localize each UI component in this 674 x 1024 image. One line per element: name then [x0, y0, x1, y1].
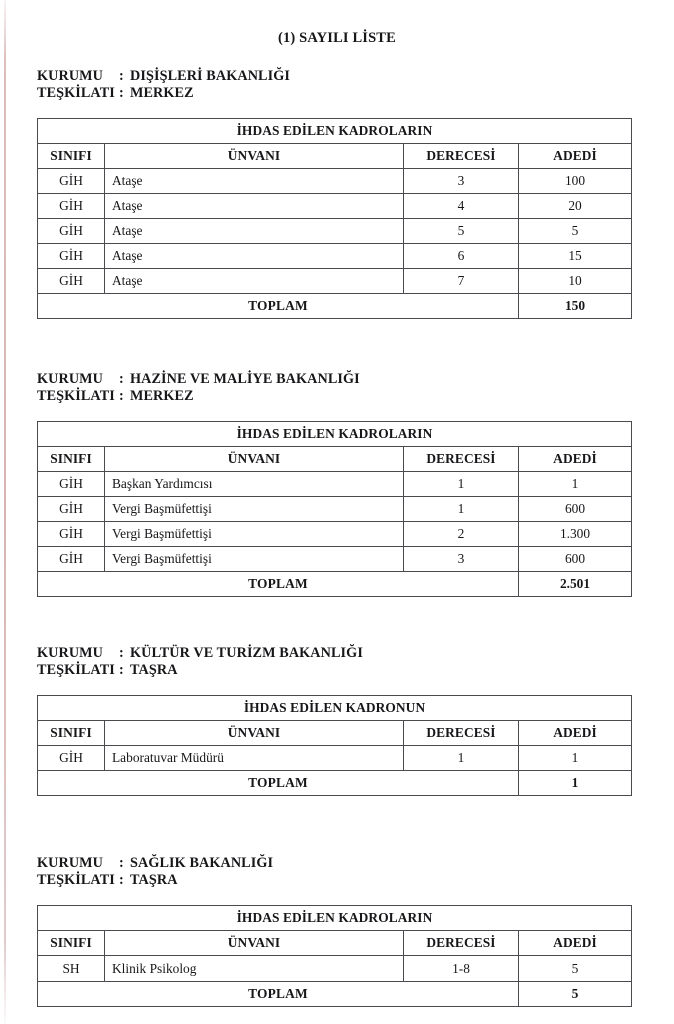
column-header-derecesi: DERECESİ: [404, 144, 519, 169]
table-total-row: [38, 572, 632, 597]
teskilati-value: MERKEZ: [130, 388, 194, 404]
cell-sinifi: GİH: [38, 522, 105, 547]
column-header-unvani: ÜNVANI: [105, 721, 404, 746]
table-row: [38, 194, 632, 219]
kurumu-row: [37, 68, 631, 85]
table-title: İHDAS EDİLEN KADROLARIN: [38, 119, 632, 144]
institution-header: [37, 68, 631, 102]
teskilati-label: TEŞKİLATI: [37, 872, 115, 888]
kurumu-label: KURUMU: [37, 371, 104, 387]
table-row: [38, 956, 632, 982]
kurumu-label: KURUMU: [37, 645, 104, 661]
kurumu-colon: :: [119, 68, 124, 84]
kurumu-value: DIŞİŞLERİ BAKANLIĞI: [130, 68, 290, 84]
section-kultur-turizm: [37, 645, 631, 796]
cell-derecesi: 4: [404, 194, 519, 219]
cell-sinifi: GİH: [38, 219, 105, 244]
kadro-table: [37, 118, 632, 319]
cell-adedi: 10: [519, 269, 632, 294]
table-total-row: [38, 294, 632, 319]
cell-adedi: 600: [519, 497, 632, 522]
cell-sinifi: GİH: [38, 547, 105, 572]
kurumu-label: KURUMU: [37, 68, 104, 84]
cell-derecesi: 7: [404, 269, 519, 294]
table-row: [38, 244, 632, 269]
kurumu-value: KÜLTÜR VE TURİZM BAKANLIĞI: [130, 645, 363, 661]
cell-unvani: Ataşe: [105, 194, 404, 219]
kurumu-colon: :: [119, 371, 124, 387]
teskilati-label: TEŞKİLATI: [37, 85, 115, 101]
teskilati-colon: :: [119, 662, 124, 678]
teskilati-colon: :: [119, 85, 124, 101]
kurumu-row: [37, 645, 631, 662]
table-row: [38, 547, 632, 572]
cell-unvani: Vergi Başmüfettişi: [105, 547, 404, 572]
cell-unvani: Ataşe: [105, 244, 404, 269]
cell-sinifi: GİH: [38, 169, 105, 194]
table-header-row: [38, 144, 632, 169]
table-total-row: [38, 982, 632, 1007]
cell-sinifi: GİH: [38, 244, 105, 269]
toplam-label: TOPLAM: [38, 982, 519, 1007]
table-row: [38, 169, 632, 194]
cell-derecesi: 6: [404, 244, 519, 269]
cell-sinifi: GİH: [38, 269, 105, 294]
table-title-row: [38, 696, 632, 721]
teskilati-value: TAŞRA: [130, 872, 178, 888]
kurumu-label: KURUMU: [37, 855, 104, 871]
cell-unvani: Laboratuvar Müdürü: [105, 746, 404, 771]
column-header-derecesi: DERECESİ: [404, 721, 519, 746]
kurumu-value: HAZİNE VE MALİYE BAKANLIĞI: [130, 371, 360, 387]
table-row: [38, 497, 632, 522]
toplam-value: 2.501: [519, 572, 632, 597]
cell-unvani: Vergi Başmüfettişi: [105, 497, 404, 522]
cell-derecesi: 1: [404, 746, 519, 771]
table-title-row: [38, 906, 632, 931]
teskilati-row: [37, 85, 631, 102]
column-header-unvani: ÜNVANI: [105, 447, 404, 472]
kadro-table: [37, 421, 632, 597]
cell-adedi: 20: [519, 194, 632, 219]
cell-derecesi: 2: [404, 522, 519, 547]
table-title: İHDAS EDİLEN KADROLARIN: [38, 422, 632, 447]
teskilati-colon: :: [119, 388, 124, 404]
column-header-sinifi: SINIFI: [38, 721, 105, 746]
cell-derecesi: 3: [404, 169, 519, 194]
cell-derecesi: 1: [404, 472, 519, 497]
kadro-table: [37, 905, 632, 1007]
toplam-label: TOPLAM: [38, 294, 519, 319]
column-header-unvani: ÜNVANI: [105, 144, 404, 169]
teskilati-row: [37, 662, 631, 679]
cell-adedi: 600: [519, 547, 632, 572]
cell-adedi: 1: [519, 746, 632, 771]
column-header-sinifi: SINIFI: [38, 447, 105, 472]
cell-derecesi: 3: [404, 547, 519, 572]
cell-adedi: 1: [519, 472, 632, 497]
section-hazine-maliye: [37, 371, 631, 597]
cell-adedi: 5: [519, 956, 632, 982]
section-saglik: [37, 855, 631, 1007]
institution-header: [37, 645, 631, 679]
teskilati-value: MERKEZ: [130, 85, 194, 101]
column-header-adedi: ADEDİ: [519, 447, 632, 472]
cell-derecesi: 1-8: [404, 956, 519, 982]
cell-unvani: Başkan Yardımcısı: [105, 472, 404, 497]
institution-header: [37, 371, 631, 405]
table-title: İHDAS EDİLEN KADROLARIN: [38, 906, 632, 931]
cell-sinifi: GİH: [38, 497, 105, 522]
cell-derecesi: 1: [404, 497, 519, 522]
cell-sinifi: GİH: [38, 472, 105, 497]
toplam-label: TOPLAM: [38, 771, 519, 796]
kurumu-row: [37, 371, 631, 388]
cell-unvani: Ataşe: [105, 269, 404, 294]
table-header-row: [38, 721, 632, 746]
toplam-value: 5: [519, 982, 632, 1007]
column-header-adedi: ADEDİ: [519, 144, 632, 169]
table-total-row: [38, 771, 632, 796]
column-header-sinifi: SINIFI: [38, 931, 105, 956]
table-row: [38, 219, 632, 244]
page-title: (1) SAYILI LİSTE: [278, 30, 396, 46]
kadro-table: [37, 695, 632, 796]
kurumu-colon: :: [119, 645, 124, 661]
cell-sinifi: SH: [38, 956, 105, 982]
column-header-sinifi: SINIFI: [38, 144, 105, 169]
column-header-derecesi: DERECESİ: [404, 447, 519, 472]
cell-unvani: Ataşe: [105, 219, 404, 244]
table-row: [38, 472, 632, 497]
toplam-label: TOPLAM: [38, 572, 519, 597]
cell-unvani: Vergi Başmüfettişi: [105, 522, 404, 547]
column-header-unvani: ÜNVANI: [105, 931, 404, 956]
table-row: [38, 746, 632, 771]
teskilati-row: [37, 872, 631, 889]
column-header-derecesi: DERECESİ: [404, 931, 519, 956]
kurumu-row: [37, 855, 631, 872]
table-title-row: [38, 422, 632, 447]
cell-unvani: Ataşe: [105, 169, 404, 194]
column-header-adedi: ADEDİ: [519, 931, 632, 956]
cell-sinifi: GİH: [38, 746, 105, 771]
table-title-row: [38, 119, 632, 144]
kurumu-colon: :: [119, 855, 124, 871]
teskilati-label: TEŞKİLATI: [37, 662, 115, 678]
teskilati-colon: :: [119, 872, 124, 888]
cell-sinifi: GİH: [38, 194, 105, 219]
teskilati-label: TEŞKİLATI: [37, 388, 115, 404]
cell-adedi: 5: [519, 219, 632, 244]
table-title: İHDAS EDİLEN KADRONUN: [38, 696, 632, 721]
cell-adedi: 1.300: [519, 522, 632, 547]
table-header-row: [38, 931, 632, 956]
cell-unvani: Klinik Psikolog: [105, 956, 404, 982]
institution-header: [37, 855, 631, 889]
toplam-value: 150: [519, 294, 632, 319]
cell-derecesi: 5: [404, 219, 519, 244]
teskilati-value: TAŞRA: [130, 662, 178, 678]
cell-adedi: 15: [519, 244, 632, 269]
cell-adedi: 100: [519, 169, 632, 194]
kurumu-value: SAĞLIK BAKANLIĞI: [130, 855, 274, 871]
table-row: [38, 522, 632, 547]
table-row: [38, 269, 632, 294]
toplam-value: 1: [519, 771, 632, 796]
section-disisleri: [37, 68, 631, 319]
table-header-row: [38, 447, 632, 472]
teskilati-row: [37, 388, 631, 405]
column-header-adedi: ADEDİ: [519, 721, 632, 746]
